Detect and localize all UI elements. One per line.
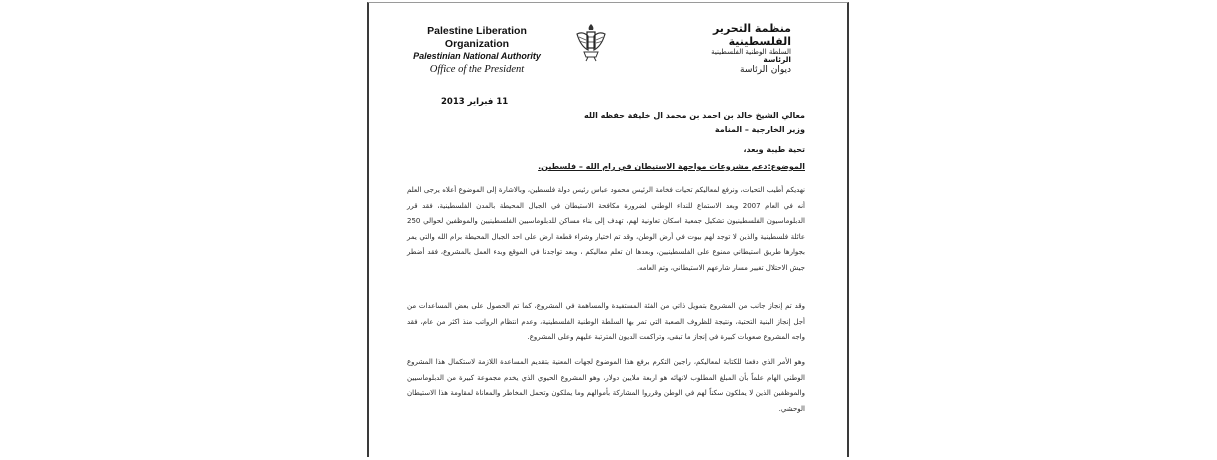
letterhead-english — [397, 25, 557, 76]
office-name-ar: ديوان الرئاسة — [740, 64, 791, 75]
letter-date: 11 فبراير 2013 — [441, 97, 509, 107]
greeting: تحية طيبة وبعد، — [743, 145, 805, 154]
org-name-ar: منظمة التحرير الفلسطينية — [712, 22, 791, 48]
letter-page — [367, 2, 849, 457]
presidency-ar: الرئاسة — [763, 55, 791, 65]
body-paragraph-2: وقد تم إنجاز جانب من المشروع بتمويل ذاتي من الفئة المستفيدة والمساهمة في المشروع، كما تم الحصول على بعض المساعدات من أجل إنجاز البنية التحتية، ونتيجة للظروف الصعبة التي تمر بها السلطة الوطنية الفلسطينية، وعدم انتظام الرواتب منذ اكثر من عام، فقد واجه المشروع صعوبات كبيرة في إنجاز ما تبقى، وتراكمت الديون المترتبة عليهم وعلى المشروع. — [407, 302, 805, 342]
body-paragraph-1: نهديكم أطيب التحيات، ونرفع لمعاليكم تحيات فخامة الرئيس محمود عباس رئيس دولة فلسطين، وبالاشارة إلى الموضوع أعلاه يرجى العلم أنه في العام 2007 وبعد الاستماع للنداء الوطني لضرورة مكافحة الاستيطان في الجبال المحيطة بالمدن الفلسطينية، فقد قرر الدبلوماسيون الفلسطينيون تشكيل جمعية اسكان تعاونية لهم، تهدف إلى بناء مساكن للدبلوماسيين الفلسطينيين والموظفين لحوالي 250 عائلة فلسطينية والذين لا توجد لهم بيوت في أرض الوطن، وقد تم اختيار وشراء قطعة ارض على احد الجبال المحيطة برام الله والتي يمر بجوارها طريق استيطاني ممنوع على الفلسطينيين، وبعدها ان تعلم معاليكم ، وبعد تواجدنا في الموقع وبدء العمل بالمشروع، فقد أضطر جيش الاحتلال تغيير مسار شارعهم الاستيطاني، وتم العامه. — [407, 186, 805, 272]
org-name-en: Palestine Liberation Organization — [427, 25, 527, 51]
body-paragraph-3: وهو الأمر الذي دفعنا للكتابة لمعاليكم، راجين التكرم برفع هذا الموضوع لجهات المعنية بتقديم المساعدة اللازمة لاستكمال هذا المشروع الوطني الهام علماً بأن المبلغ المطلوب لانهائه هو اربعة ملايين دولار، وهو المشروع الحيوي الذي يخدم مجموعة كبيرة من الدبلوماسيين والموظفين الذين لا يملكون سكناً لهم في الوطن وقرروا المشاركة بأموالهم وما يملكون وتحمل المخاطر والمعاناة لمقاومة هذا الاستيطان الوحشي. — [407, 358, 805, 413]
eagle-emblem-icon — [574, 20, 608, 64]
subject-line: الموضوع:دعم مشروعات مواجهة الاستيطان في رام الله – فلسطين. — [538, 162, 805, 171]
recipient-name: معالي الشيخ خالد بن احمد بن محمد ال خليفة حفظه الله — [584, 111, 805, 120]
recipient-title: وزير الخارجية – المنامة — [714, 125, 805, 134]
authority-name-ar: السلطة الوطنية الفلسطينية — [711, 48, 791, 57]
office-name-en: Office of the President — [429, 63, 525, 75]
letterhead-arabic — [651, 23, 791, 75]
authority-name-en: Palestinian National Authority — [413, 51, 541, 62]
